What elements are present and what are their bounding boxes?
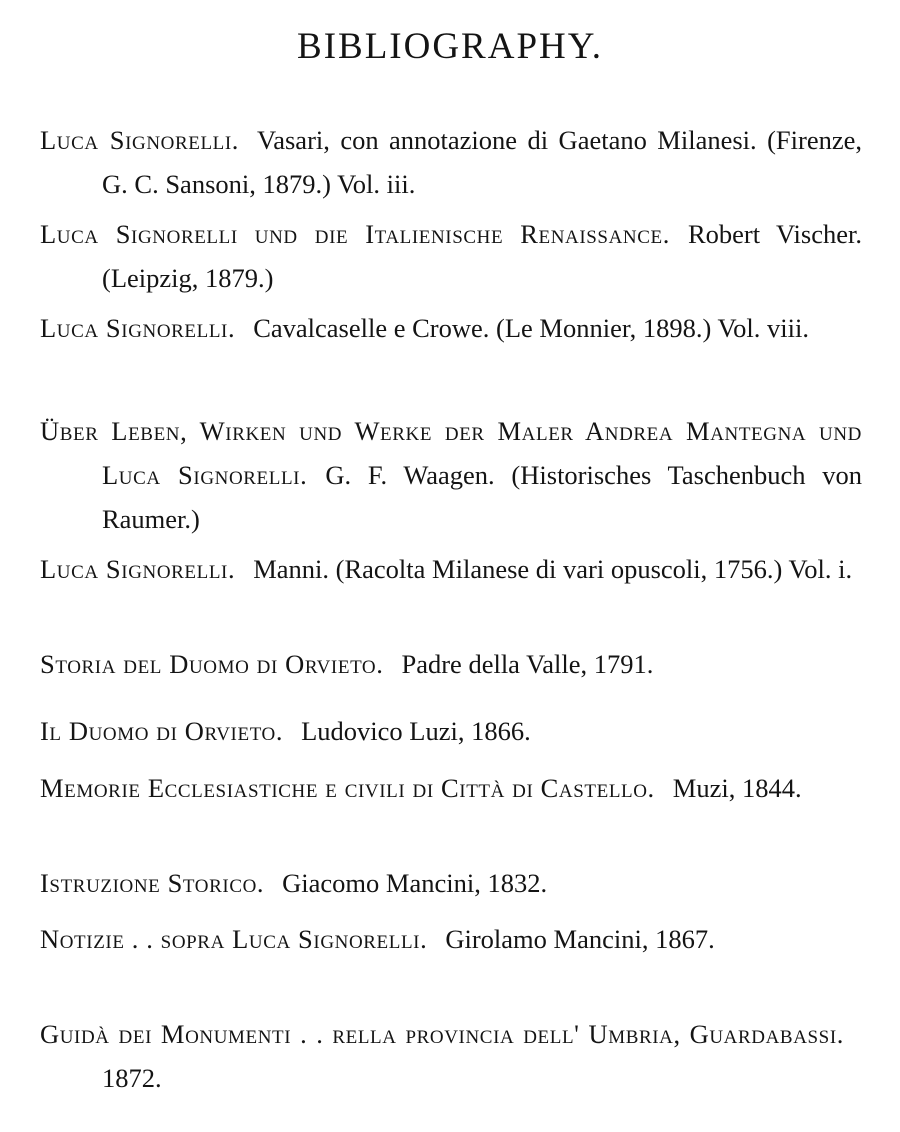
entry-heading: Luca Signorelli. [40, 313, 236, 343]
bibliography-entry [40, 709, 862, 753]
entry-heading: Luca Signorelli und die Italienische Renaissance. [40, 219, 670, 249]
page-title: BIBLIOGRAPHY. [297, 26, 603, 67]
bibliography-entry [40, 1012, 862, 1100]
bibliography-entry [40, 917, 862, 961]
entry-detail: Robert Vischer. (Leipzig, 1879.) [102, 219, 862, 293]
bibliography-entry [40, 547, 862, 591]
entry-heading: Luca Signorelli. [40, 554, 236, 584]
bibliography-entry [40, 642, 862, 686]
entry-detail: Padre della Valle, 1791. [401, 649, 654, 679]
entry-heading: Il Duomo di Orvieto. [40, 716, 284, 746]
entry-detail: G. F. Waagen. (Historisches Taschenbuch von Raumer.) [102, 460, 863, 534]
entry-heading: Luca Signorelli. [40, 125, 240, 155]
bibliography-entry [40, 212, 862, 300]
entry-detail: Ludovico Luzi, 1866. [301, 716, 531, 746]
bibliography-entry [40, 306, 862, 350]
entry-heading: Memorie Ecclesiastiche e civili di Città di Castello. [40, 773, 655, 803]
entry-heading: Guidà dei Monumenti . . rella provincia dell' Umbria, Guardabassi. [40, 1019, 844, 1049]
entry-heading: Istruzione Storico. [40, 868, 265, 898]
entry-detail: Giacomo Mancini, 1832. [282, 868, 548, 898]
entry-detail: Cavalcaselle e Crowe. (Le Monnier, 1898.) Vol. viii. [253, 313, 810, 343]
entry-detail: 1872. [102, 1063, 162, 1093]
bibliography-entry [40, 861, 862, 905]
entry-detail: Manni. (Racolta Milanese di vari opuscoli, 1756.) Vol. i. [253, 554, 853, 584]
entry-heading: Über Leben, Wirken und Werke der Maler Andrea Mantegna und Luca Signorelli. [40, 416, 862, 490]
entry-detail: Muzi, 1844. [672, 773, 802, 803]
entry-heading: Storia del Duomo di Orvieto. [40, 649, 384, 679]
entry-detail: Vasari, con annotazione di Gaetano Milanesi. (Firenze, G. C. Sansoni, 1879.) Vol. iii. [102, 125, 863, 199]
entry-detail: Girolamo Mancini, 1867. [445, 924, 715, 954]
bibliography-entry [40, 118, 862, 206]
entry-heading: Notizie . . sopra Luca Signorelli. [40, 924, 428, 954]
bibliography-entry [40, 409, 862, 541]
bibliography-entry [40, 766, 862, 810]
